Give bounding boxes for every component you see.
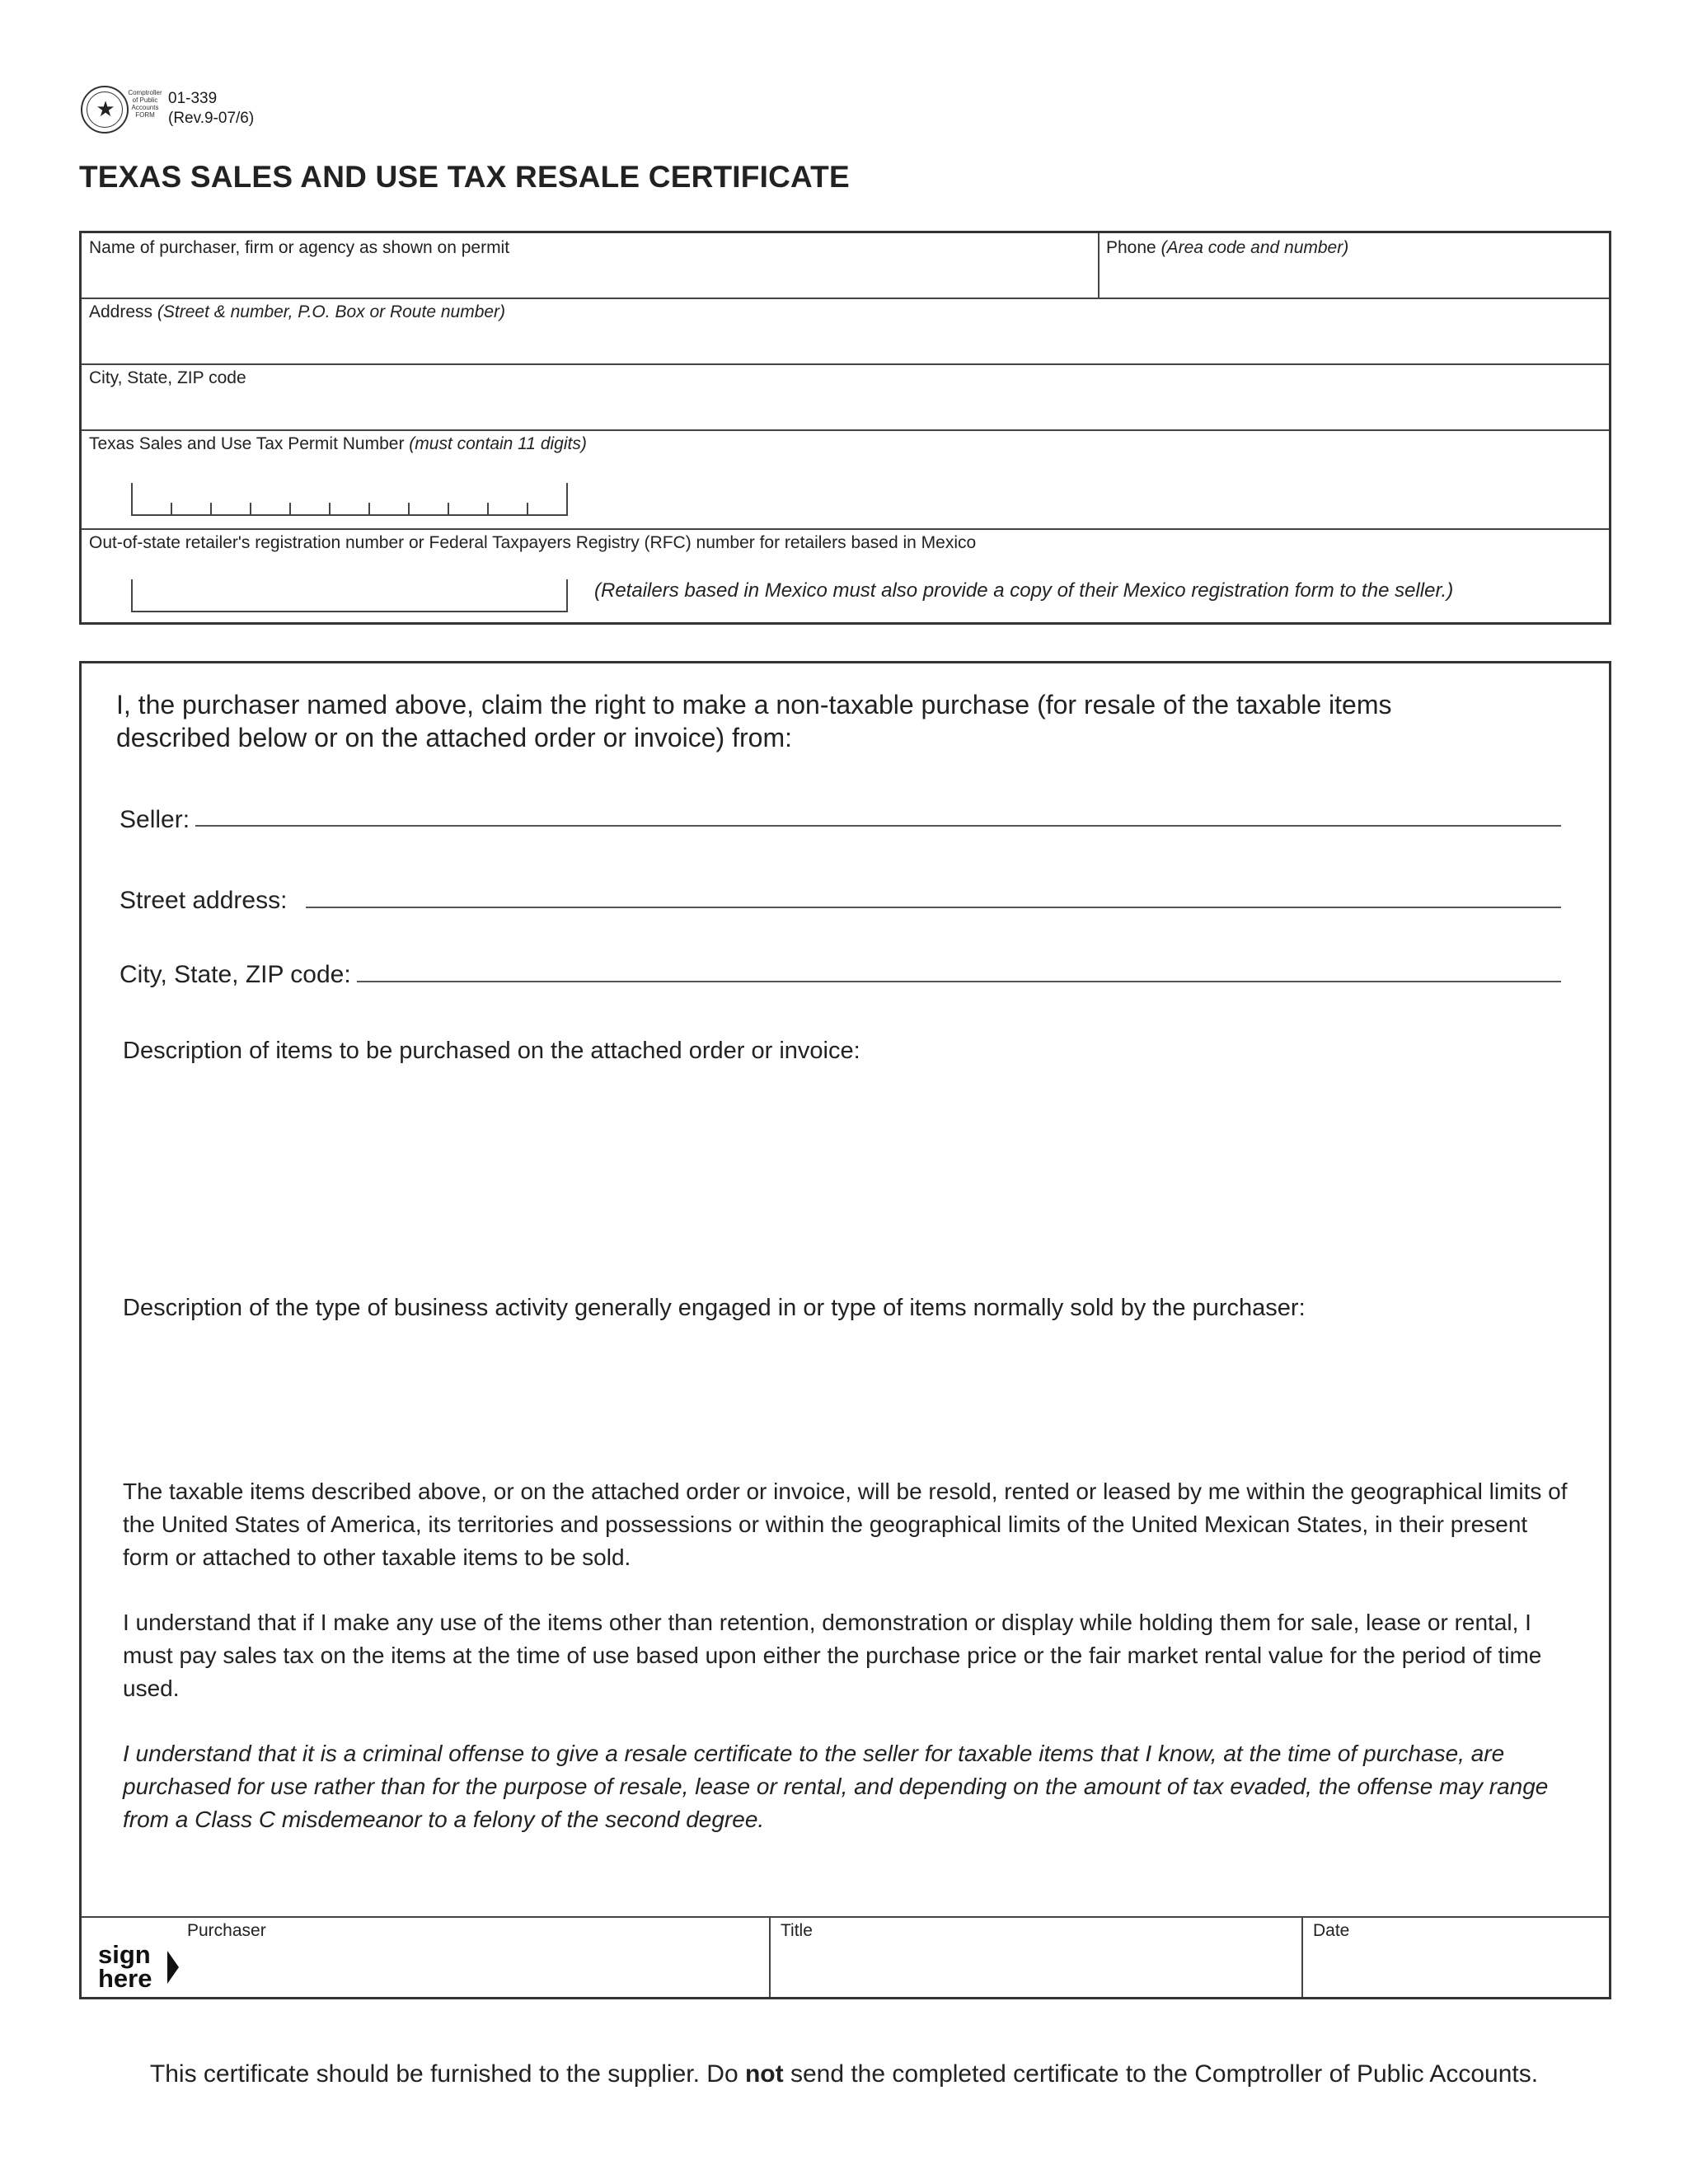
column-divider [1098,233,1100,298]
name-field-label: Name of purchaser, firm or agency as shown on permit [89,238,510,257]
form-number: 01-339 [168,90,218,107]
digit-separator [487,503,489,514]
logo-text [124,89,166,119]
resale-claim-box [79,661,1611,1999]
items-description-input[interactable] [123,1076,1573,1282]
purchaser-signature-input[interactable] [187,1946,764,1994]
phone-field-label [1106,238,1348,258]
signature-row [82,1916,1609,1997]
digit-separator [250,503,251,514]
business-description-input[interactable] [123,1333,1573,1465]
city-input[interactable] [89,393,1597,428]
here-text: here [98,1964,152,1993]
city-field-label: City, State, ZIP code [89,368,246,387]
permit-hint: (must contain 11 digits) [409,434,587,453]
street-address-input[interactable] [306,907,1561,908]
purchaser-signature-label: Purchaser [187,1921,266,1940]
digit-separator [210,503,212,514]
logo-line: Comptroller [128,89,162,96]
digit-separator [171,503,172,514]
footer-text: This certificate should be furnished to the supplier. Do [149,2060,745,2088]
items-description-label: Description of items to be purchased on the attached order or invoice: [123,1038,860,1064]
digit-separator [408,503,410,514]
digit-separator [368,503,370,514]
digit-separator [527,503,528,514]
phone-label: Phone [1106,238,1156,257]
digit-separator [289,503,291,514]
claim-intro-line: I, the purchaser named above, claim the right to make a non-taxable purchase (for resale of the taxable items [116,690,1392,719]
logo-line: FORM [135,111,155,119]
address-row [82,299,1609,365]
name-input[interactable] [89,261,1090,296]
name-phone-row [82,233,1609,299]
digit-separator [448,503,449,514]
sign-text: sign [98,1940,151,1969]
footer-emphasis: not [744,2060,784,2088]
permit-number-input[interactable] [131,483,568,516]
seller-city-label: City, State, ZIP code: [120,961,351,988]
arrow-right-icon [167,1951,179,1984]
address-label: Address [89,302,153,321]
address-field-label [89,302,505,322]
comptroller-seal-icon [81,86,129,134]
seller-label: Seller: [120,806,190,833]
footer-note [0,2060,1688,2088]
claim-intro-line: described below or on the attached order or invoice) from: [116,723,792,752]
address-input[interactable] [89,327,1597,362]
date-field-label: Date [1313,1921,1350,1940]
city-row [82,365,1609,431]
purchaser-info-box [79,231,1611,625]
column-divider [1301,1918,1303,1997]
column-divider [769,1918,771,1997]
rfc-field-label: Out-of-state retailer's registration number or Federal Taxpayers Registry (RFC) number for retailers based in Mexico [89,533,977,552]
form-id [168,89,254,129]
seller-input[interactable] [195,825,1561,827]
title-input[interactable] [781,1946,1292,1994]
digit-separator [329,503,331,514]
criminal-offense-warning: I understand that it is a criminal offense to give a resale certificate to the seller for taxable items that I know, at the time of purchase, are purchased for use rather than for the purpose of resale, lease or rental, and depending on the amount of tax evaded, the offense may range from a Class C misdemeanor to a felony of the second degree. [123,1741,1549,1832]
form-revision: (Rev.9-07/6) [168,110,255,127]
use-tax-statement: I understand that if I make any use of the items other than retention, demonstration or display while holding them for sale, lease or rental, I must pay sales tax on the items at the time of use based upon either the purchase price or the fair market rental value for the period of time used. [123,1610,1542,1701]
date-input[interactable] [1313,1946,1601,1994]
phone-hint: (Area code and number) [1160,238,1349,257]
logo-line: Accounts [131,104,159,111]
footer-text: send the completed certificate to the Comptroller of Public Accounts. [783,2060,1539,2088]
rfc-note: (Retailers based in Mexico must also provide a copy of their Mexico registration form to the seller.) [594,579,1454,602]
sign-here-marker [98,1940,152,1993]
page-title: TEXAS SALES AND USE TAX RESALE CERTIFICATE [79,160,850,194]
seller-city-input[interactable] [357,981,1561,982]
address-hint: (Street & number, P.O. Box or Route number) [157,302,506,321]
star-icon: ★ [96,96,115,121]
street-address-label: Street address: [120,887,288,914]
rfc-row [82,530,1609,622]
business-description-label: Description of the type of business activity generally engaged in or type of items normally sold by the purchaser: [123,1295,1306,1321]
claim-intro [116,688,1392,754]
permit-field-label [89,434,587,454]
permit-row [82,431,1609,530]
seal-inner-ring [87,91,123,128]
logo-line: of Public [132,96,158,104]
title-field-label: Title [781,1921,813,1940]
rfc-number-input[interactable] [131,579,568,612]
permit-label: Texas Sales and Use Tax Permit Number [89,434,405,453]
phone-input[interactable] [1106,261,1601,296]
resale-statement: The taxable items described above, or on the attached order or invoice, will be resold, rented or leased by me within the geographical limits of the United States of America, its territories and possessions or within the geographical limits of the United Mexican States, in their present form or attached to other taxable items to be sold. [123,1479,1568,1570]
